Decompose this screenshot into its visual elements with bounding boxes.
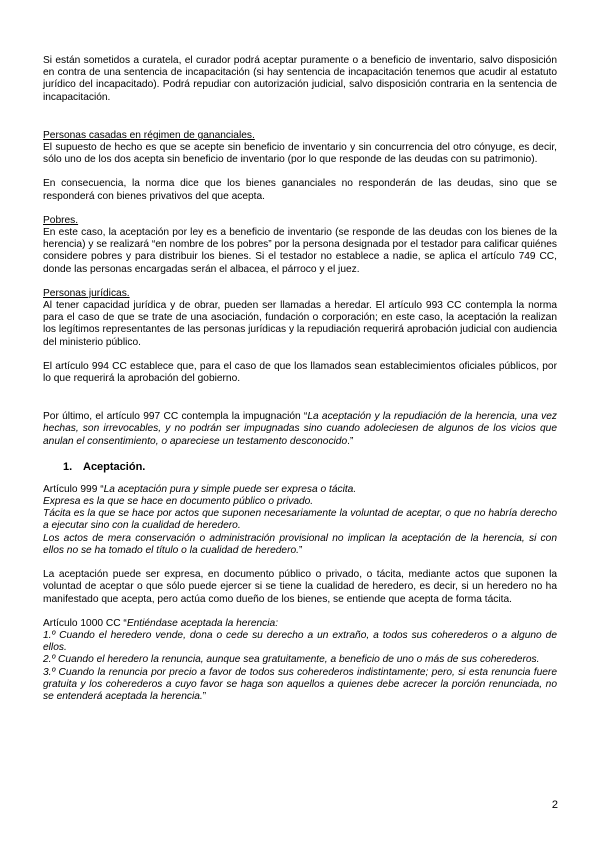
article-1000-line2: 1.º Cuando el heredero vende, dona o cede su derecho a un extraño, a todos sus coherederos o a alguno de ellos. <box>43 629 557 654</box>
article-999-line2: Expresa es la que se hace en documento público o privado. <box>43 496 314 508</box>
article-999-line3: Tácita es la que se hace por actos que suponen necesariamente la voluntad de aceptar, o que no habría derecho a ejecutar sino con la cualidad de heredero. <box>43 508 557 532</box>
article-999-text-4: Los actos de mera conservación o administración provisional no implican la aceptación de la herencia, si con ellos no se ha tomado el título o la cualidad de heredero. <box>43 532 557 556</box>
article-1000-line4 <box>43 667 557 704</box>
heading-personas-casadas: Personas casadas en régimen de gananciales. <box>43 129 255 141</box>
paragraph-pobres-1: En este caso, la aceptación por ley es a beneficio de inventario (se responde de las deudas con los bienes de la herencia) y se realizará “en nombre de los pobres” por la persona designada por el testador para calificar quiénes considere pobres y para distribuir los bienes. Si el testador no establece a nadie, se aplica el artículo 749 CC, donde las personas encargadas serán el albacea, el párroco y el juez. <box>43 227 557 275</box>
paragraph-casadas-1: El supuesto de hecho es que se acepte sin beneficio de inventario y sin concurrencia del otro cónyuge, es decir, sólo uno de los dos acepta sin beneficio de inventario (por lo que responde de las deudas con su patrimonio). <box>43 142 557 166</box>
article-1000-line1 <box>43 618 557 630</box>
impugnacion-end: .” <box>347 435 354 447</box>
article-1000-text-4: 3.º Cuando la renuncia por precio a favor de todos sus coherederos indistintamente; pero, si esta renuncia fuere gratuita y los coherederos a cuyo favor se haga son aquellos a quienes debe acrecer la porción renunciada, no se entenderá aceptada la herencia. <box>43 666 557 702</box>
paragraph-impugnacion <box>43 411 557 448</box>
heading-personas-juridicas: Personas jurídicas. <box>43 287 130 299</box>
paragraph-juridicas-1: Al tener capacidad jurídica y de obrar, pueden ser llamadas a heredar. El artículo 993 CC contempla la norma para el caso de que se trate de una asociación, fundación o corporación; en este caso, la aceptación la realizan los legítimos representantes de las personas jurídicas y la repudiación requerirá aprobación judicial con audiencia del ministerio público. <box>43 300 557 348</box>
article-1000-end: ” <box>202 690 207 702</box>
article-999-line1 <box>43 484 557 496</box>
impugnacion-quote: La aceptación y la repudiación de la herencia, una vez hechas, son irrevocables, y no podrán ser impugnadas sino cuando adoleciesen de algunos de los vicios que anulan el consentimiento, o apareciese un testamento desconocido <box>43 411 557 447</box>
article-999-line4 <box>43 533 557 557</box>
article-1000-text-1: Entiéndase aceptada la herencia: <box>126 617 279 629</box>
article-1000-line3: 2.º Cuando el heredero la renuncia, aunque sea gratuitamente, a beneficio de uno o más de sus coherederos. <box>43 654 540 666</box>
paragraph-aceptacion: La aceptación puede ser expresa, en documento público o privado, o tácita, mediante actos que suponen la voluntad de aceptar o que sólo puede ejercer si se tiene la cualidad de heredero, es decir, si un heredero no ha manifestado que acepta, pero actúa como dueño de los bienes, se entiende que acepta de forma tácita. <box>43 569 557 605</box>
section-title-aceptacion <box>43 460 557 474</box>
article-999-lead: Artículo 999 “ <box>43 483 104 495</box>
impugnacion-lead: Por último, el artículo 997 CC contempla la impugnación “ <box>43 411 308 423</box>
paragraph-juridicas-2: El artículo 994 CC establece que, para el caso de que los llamados sean establecimientos oficiales públicos, por lo que requerirá la aprobación del gobierno. <box>43 360 557 385</box>
section-number: 1. <box>63 460 73 473</box>
article-999-end: ” <box>299 544 303 556</box>
heading-pobres: Pobres. <box>43 214 79 226</box>
article-1000-lead: Artículo 1000 CC “ <box>43 617 127 629</box>
section-title-text: Aceptación. <box>83 460 146 473</box>
paragraph-curatela: Si están sometidos a curatela, el curador podrá aceptar puramente o a beneficio de inventario, salvo disposición en contra de una sentencia de incapacitación (si hay sentencia de incapacitación tenemos que acudir al estatuto jurídico del incapacitado). Podrá repudiar con autorización judicial, salvo disposición contraria en la sentencia de incapacitación. <box>43 55 557 103</box>
paragraph-casadas-2: En consecuencia, la norma dice que los bienes gananciales no responderán de las deudas, sino que se responderá con bienes privativos del que acepta. <box>43 178 557 202</box>
article-999-text-1: La aceptación pura y simple puede ser expresa o tácita. <box>103 483 357 495</box>
document-page <box>43 55 557 703</box>
page-number: 2 <box>551 799 558 811</box>
